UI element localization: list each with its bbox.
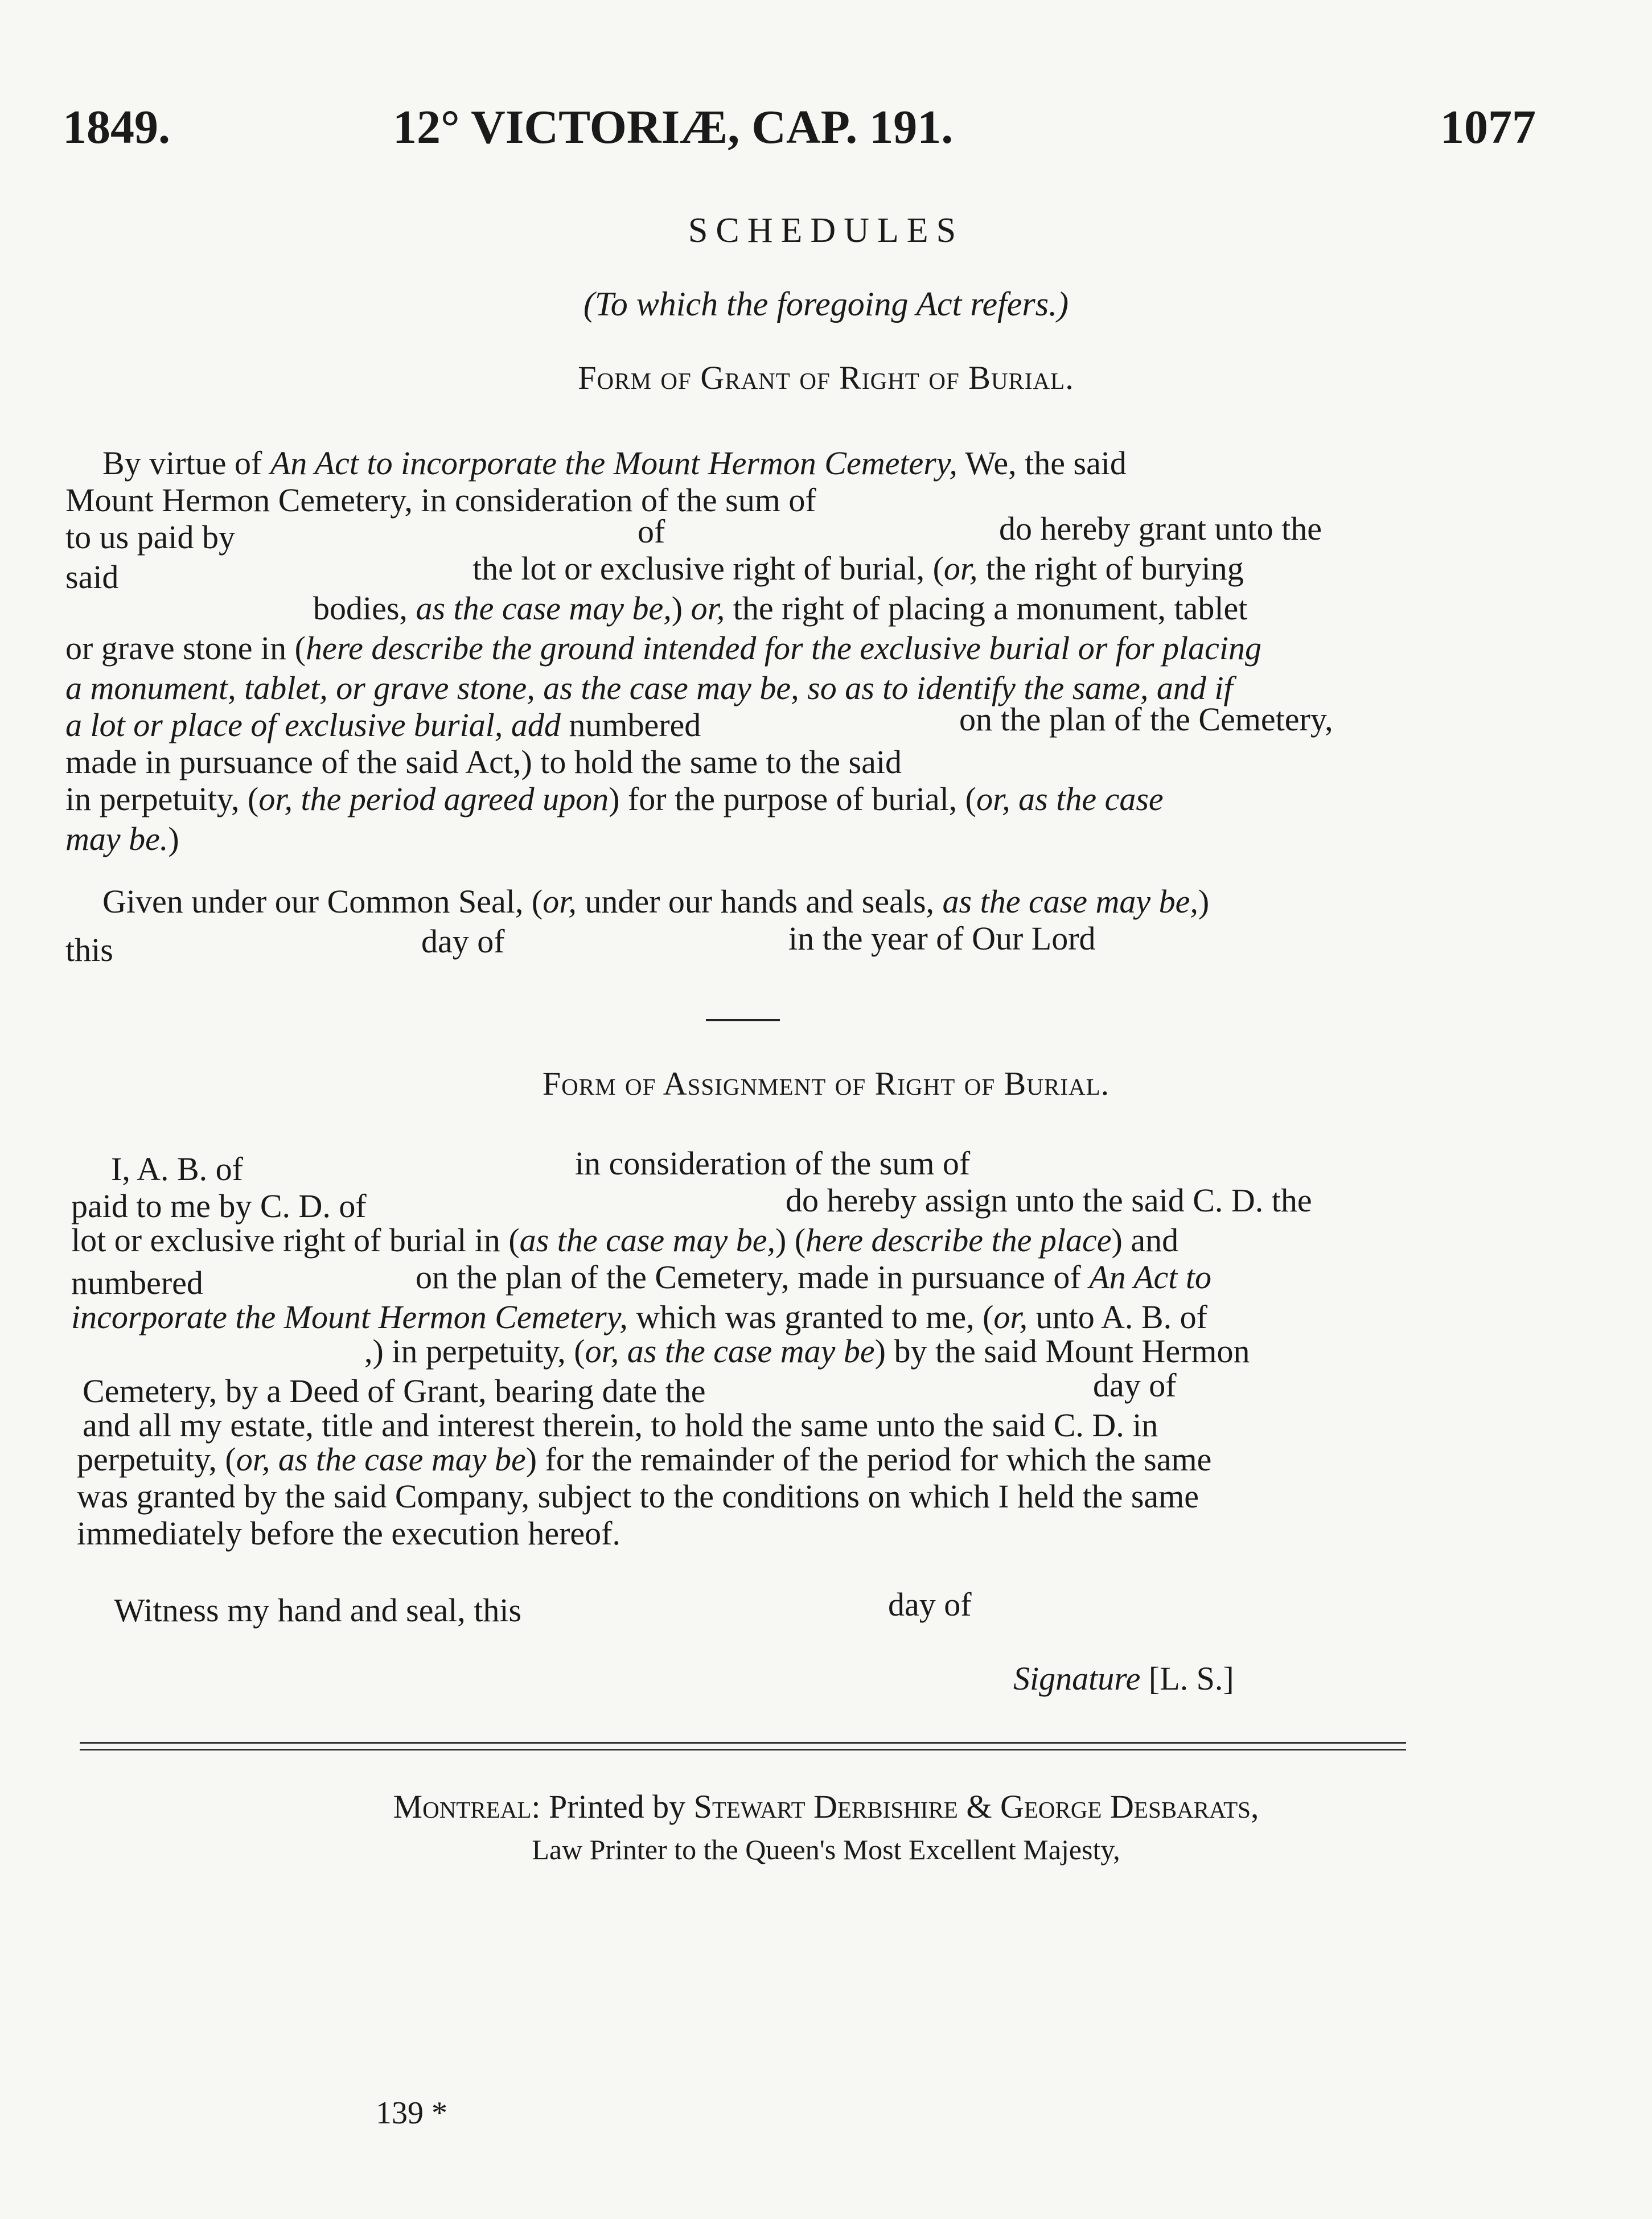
text-line <box>416 1261 1211 1294</box>
text-line <box>65 706 701 743</box>
text-run: ) <box>671 590 691 627</box>
text-line: said <box>65 558 119 595</box>
text-line: to us paid by <box>65 519 236 556</box>
text-run: may be. <box>65 820 169 857</box>
text-run: ) ( <box>775 1222 806 1259</box>
text-run: or, <box>543 883 577 920</box>
text-run: here describe the ground intended for the exclusive burial or for placing <box>305 630 1261 667</box>
text-line: this <box>65 931 113 968</box>
text-run: By virtue of <box>102 445 270 482</box>
text-line <box>71 1224 1178 1257</box>
text-run: Signature <box>1013 1660 1141 1697</box>
text-line: paid to me by C. D. of <box>71 1187 367 1224</box>
signature-line <box>1013 1662 1234 1695</box>
text-run: ) <box>1198 883 1210 920</box>
text-run: George Desbarats, <box>1000 1788 1259 1825</box>
grant-form-heading: Form of Grant of Right of Burial. <box>578 359 1074 396</box>
text-run: as the case may be, <box>942 883 1198 920</box>
text-run: the right of placing a monument, tablet <box>725 590 1248 627</box>
footer-rule <box>80 1742 1406 1744</box>
text-run: Given under our Common Seal, ( <box>102 883 543 920</box>
text-line: numbered <box>71 1264 203 1301</box>
text-run: the right of burying <box>977 550 1244 587</box>
text-line: Mount Hermon Cemetery, in consideration of the sum of <box>65 482 816 519</box>
text-run: An Act to <box>1089 1259 1212 1296</box>
text-run: as the case may be, <box>416 590 672 627</box>
text-run: as the case may be, <box>519 1222 776 1259</box>
text-line <box>102 447 1127 480</box>
text-line: I, A. B. of <box>111 1150 243 1187</box>
text-run: or, <box>943 550 978 587</box>
text-line: day of <box>421 923 505 960</box>
schedules-subtitle: (To which the foregoing Act refers.) <box>583 285 1069 323</box>
text-run: the lot or exclusive right of burial, ( <box>472 550 944 587</box>
text-line: Witness my hand and seal, this <box>114 1592 522 1629</box>
text-run: on the plan of the Cemetery, made in pursuance of <box>416 1259 1090 1296</box>
text-run: ) by the said Mount Hermon <box>874 1333 1250 1370</box>
section-divider <box>706 1019 780 1021</box>
text-line: in consideration of the sum of <box>575 1145 971 1182</box>
text-line: do hereby grant unto the <box>999 510 1322 547</box>
text-line <box>472 552 1244 585</box>
text-line <box>65 632 1261 665</box>
text-line: day of <box>1093 1367 1177 1404</box>
text-run: ) for the remainder of the period for which the same <box>525 1441 1212 1478</box>
text-line: of <box>638 513 665 550</box>
text-run: numbered <box>560 706 701 743</box>
text-line: do hereby assign unto the said C. D. the <box>786 1182 1312 1219</box>
text-line: a monument, tablet, or grave stone, as the case may be, so as to identify the same, and if <box>65 669 1233 706</box>
text-run: unto A. B. of <box>1028 1298 1207 1335</box>
text-line <box>313 592 1247 625</box>
printer-subline: Law Printer to the Queen's Most Excellent Majesty, <box>532 1834 1120 1865</box>
text-run: bodies, <box>313 590 416 627</box>
text-line <box>65 820 179 857</box>
assignment-form-heading: Form of Assignment of Right of Burial. <box>542 1065 1110 1102</box>
text-run: or, as the case may be <box>585 1333 875 1370</box>
text-run: incorporate the Mount Hermon Cemetery, <box>71 1298 628 1335</box>
text-run: [L. S.] <box>1140 1660 1234 1697</box>
text-run: or, the period agreed upon <box>258 780 609 817</box>
text-run: a lot or place of exclusive burial, add <box>65 706 561 743</box>
text-run: ) for the purpose of burial, ( <box>609 780 977 817</box>
text-run: or, as the case may be <box>236 1441 526 1478</box>
footer-rule <box>80 1749 1406 1750</box>
text-run: or, <box>691 590 725 627</box>
text-run: perpetuity, ( <box>77 1441 236 1478</box>
text-line: immediately before the execution hereof. <box>77 1515 620 1552</box>
text-line: was granted by the said Company, subject to the conditions on which I held the same <box>77 1478 1199 1515</box>
text-run: under our hands and seals, <box>576 883 943 920</box>
text-line: on the plan of the Cemetery, <box>959 701 1333 738</box>
text-line <box>65 780 1164 817</box>
text-run: ) <box>168 820 179 857</box>
text-run: & <box>957 1788 1000 1825</box>
text-line: day of <box>888 1586 972 1623</box>
text-run: We, the said <box>957 445 1127 482</box>
text-run: : Printed by <box>531 1788 694 1825</box>
text-run: or, as the case <box>976 780 1164 817</box>
text-run: which was granted to me, ( <box>627 1298 994 1335</box>
text-run: in perpetuity, ( <box>65 780 259 817</box>
text-run: An Act to incorporate the Mount Hermon Cemetery, <box>270 445 957 482</box>
signature-folio: 139 * <box>376 2095 447 2131</box>
text-line <box>364 1335 1250 1368</box>
printer-imprint <box>0 1787 1652 1826</box>
text-run: lot or exclusive right of burial in ( <box>71 1222 520 1259</box>
text-run: Montreal <box>393 1788 532 1825</box>
text-run: here describe the place <box>806 1222 1112 1259</box>
text-line <box>102 885 1209 918</box>
text-line <box>71 1298 1207 1335</box>
running-head-title: 12° VICTORIÆ, CAP. 191. <box>393 101 954 154</box>
text-line: in the year of Our Lord <box>788 920 1096 957</box>
text-line <box>77 1443 1211 1476</box>
text-run: ,) in perpetuity, ( <box>364 1333 585 1370</box>
schedules-title: SCHEDULES <box>688 211 964 250</box>
text-run: or, <box>993 1298 1028 1335</box>
text-run: Stewart Derbishire <box>693 1788 958 1825</box>
text-line: made in pursuance of the said Act,) to hold the same to the said <box>65 743 902 780</box>
text-run: ) and <box>1111 1222 1179 1259</box>
page-number: 1077 <box>1440 101 1536 154</box>
text-line: Cemetery, by a Deed of Grant, bearing date the <box>83 1373 706 1410</box>
text-line: and all my estate, title and interest therein, to hold the same unto the said C. D. in <box>83 1407 1158 1444</box>
text-run: or grave stone in ( <box>65 630 306 667</box>
running-head-year: 1849. <box>63 101 170 154</box>
